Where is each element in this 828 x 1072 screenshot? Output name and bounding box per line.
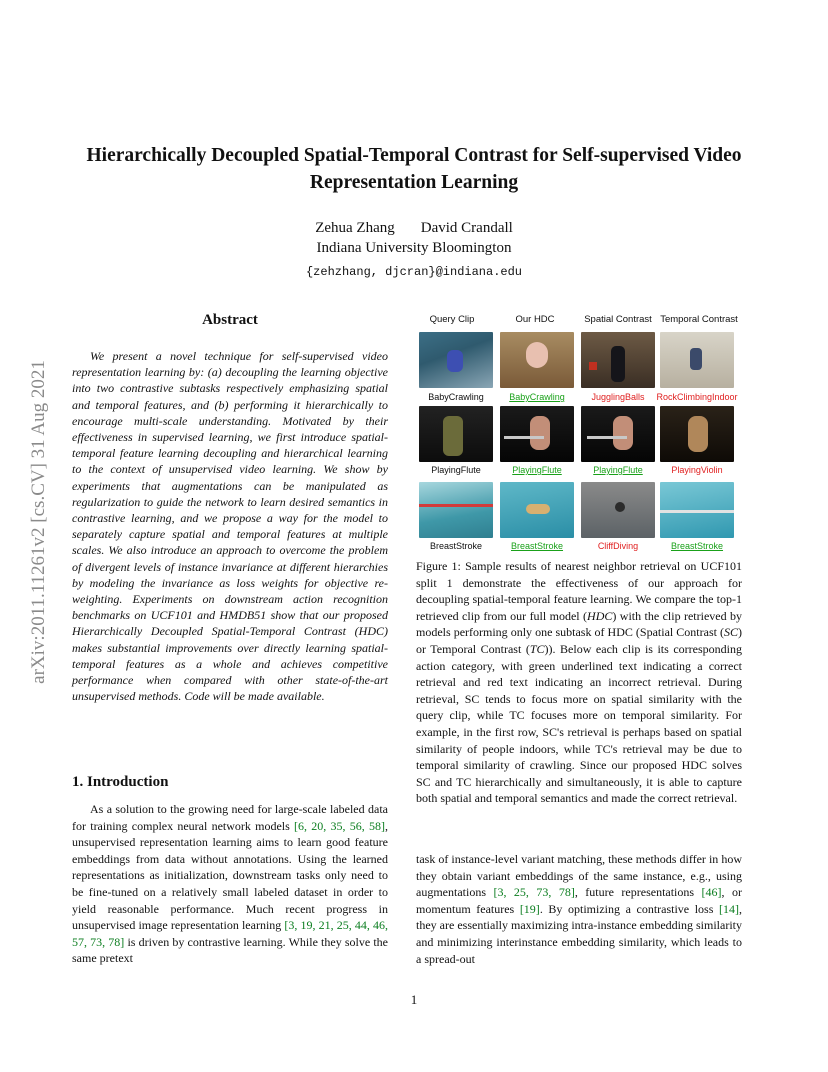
action-label-correct: BreastStroke	[510, 541, 564, 551]
body-text: , or momentum features	[416, 885, 742, 916]
action-label-correct: PlayingFlute	[512, 465, 562, 475]
figure-caption	[416, 558, 742, 807]
column-header-spatial: Spatial Contrast	[584, 314, 652, 325]
author-names	[0, 218, 828, 238]
figure-1	[416, 312, 742, 554]
video-thumbnail	[581, 482, 655, 538]
action-label-incorrect: PlayingViolin	[671, 465, 723, 475]
author-name: Zehua Zhang	[315, 220, 395, 236]
action-label-query: PlayingFlute	[431, 465, 481, 475]
column-header-temporal: Temporal Contrast	[660, 314, 738, 325]
body-text: , they are essentially maximizing intra-instance embedding similarity and minimizing interinstance embedding similarity, which leads to a spread-out	[416, 901, 742, 966]
citation-link[interactable]: [14]	[719, 901, 739, 916]
action-label-correct: BabyCrawling	[509, 392, 565, 402]
author-name: David Crandall	[420, 220, 513, 236]
introduction-paragraph	[72, 801, 388, 967]
intro-text: is driven by contrastive learning. While they solve the same pretext	[72, 934, 388, 966]
arxiv-identifier-text: arXiv:2011.11261v2 [cs.CV] 31 Aug 2021	[28, 360, 49, 684]
caption-text: ) with the clip retrieved by models performing only one subtask of HDC (Spatial Contrast (	[416, 608, 743, 640]
video-thumbnail	[660, 406, 734, 462]
video-thumbnail	[419, 406, 493, 462]
author-block	[0, 218, 828, 282]
action-label-query: BreastStroke	[429, 541, 483, 551]
body-paragraph	[416, 851, 742, 967]
body-text: . By optimizing a contrastive loss	[539, 901, 719, 916]
author-email: {zehzhang, djcran}@indiana.edu	[305, 265, 523, 279]
body-text: task of instance-level variant matching, these methods differ in how they obtain variant embeddings of the same instance, e.g., using augmentations	[416, 852, 742, 900]
action-label-incorrect: CliffDiving	[597, 541, 639, 551]
body-text: , future representations	[574, 885, 702, 900]
action-label-incorrect: RockClimbingIndoor	[656, 392, 738, 402]
caption-emphasis: HDC	[587, 608, 613, 623]
citation-link[interactable]: [19]	[519, 901, 540, 916]
arxiv-identifier	[24, 282, 54, 762]
citation-link[interactable]: [3, 25, 73, 78]	[493, 885, 575, 900]
action-label-correct: BreastStroke	[670, 541, 724, 551]
action-label-correct: PlayingFlute	[593, 465, 643, 475]
paper-title: Hierarchically Decoupled Spatial-Temporal Contrast for Self-supervised Video Representation Learning	[86, 145, 742, 193]
video-thumbnail	[500, 406, 574, 462]
page-number: 1	[410, 992, 418, 1007]
video-thumbnail	[500, 332, 574, 388]
column-header-hdc: Our HDC	[515, 314, 555, 325]
video-thumbnail	[660, 332, 734, 388]
video-thumbnail	[419, 332, 493, 388]
video-thumbnail	[500, 482, 574, 538]
citation-link[interactable]: [3, 19, 21, 25, 44, 46, 57, 73, 78]	[72, 918, 388, 949]
intro-text: , unsupervised representation learning aims to learn good feature embeddings from data without annotations. Using the learned representations as initialization, downstream tasks only need to be fine-tuned on a relatively small labeled dataset in order to yield reasonable performance. Much recent progress in unsupervised image representation learning	[72, 818, 388, 933]
video-thumbnail	[581, 406, 655, 462]
caption-text: ) or Temporal Contrast (	[416, 625, 742, 656]
caption-text: Figure 1: Sample results of nearest neighbor retrieval on UCF101 split 1 demonstrate the effectiveness of our approach for decoupling spatial-temporal feature learning. We compare the top-1 retrieved clip from our full model (	[416, 559, 742, 623]
column-header-query: Query Clip	[429, 314, 475, 325]
caption-emphasis: SC	[723, 625, 738, 640]
video-thumbnail	[660, 482, 734, 538]
abstract-text: We present a novel technique for self-supervised video representation learning by: (a) decoupling the learning objective into two contrastive subtasks respectively emphasizing spatial and temporal features, and (b) performing it hierarchically to encourage multi-scale understanding. Motivated by their effectiveness in supervised learning, we first introduce spatial-temporal feature learning decoupling and hierarchical learning to the context of unsupervised video learning. We show by experiments that augmentations can be manipulated as regularization to guide the network to learn desired semantics in contrastive learning, and we propose a way for the model to separately capture spatial and temporal features at multiple scales. We also introduce an approach to overcome the problem of divergent levels of instance invariance at different hierarchies by modeling the invariance as loss weights for objective re-weighting. Experiments on downstream action recognition benchmarks on UCF101 and HMDB51 show that our proposed Hierarchically Decoupled Spatial-Temporal Contrast (HDC) makes substantial improvements over directly learning spatial-temporal features as a whole and achieves competitive performance when compared with other state-of-the-art unsupervised methods. Code will be made available.	[72, 349, 388, 704]
video-thumbnail	[419, 482, 493, 538]
section-heading-introduction: 1. Introduction	[72, 774, 169, 790]
caption-text: )). Below each clip is its corresponding action category, with green underlined text indicating a correct retrieval and red text indicating an incorrect retrieval. During retrieval, SC tends to focus more on spatial similarity with the query clip, while TC focuses more on temporal similarity. For example, in the first row, SC's retrieval is perhaps based on spatial similarity of people indoors, while TC's retrieval may be due to temporal similarity of crawling. Since our proposed HDC solves SC and TC hierarchically and simultaneously, it is able to capture both spatial and temporal semantics and made the correct retrieval.	[416, 641, 742, 806]
citation-link[interactable]: [46]	[701, 885, 722, 900]
abstract-heading: Abstract	[202, 312, 258, 328]
affiliation: Indiana University Bloomington	[316, 240, 512, 256]
intro-text: As a solution to the growing need for large-scale labeled data for training complex neural network models	[72, 802, 388, 833]
action-label-incorrect: JugglingBalls	[591, 392, 645, 402]
citation-link[interactable]: [6, 20, 35, 56, 58]	[294, 818, 385, 833]
action-label-query: BabyCrawling	[428, 392, 484, 402]
caption-emphasis: TC	[529, 641, 545, 656]
video-thumbnail	[581, 332, 655, 388]
